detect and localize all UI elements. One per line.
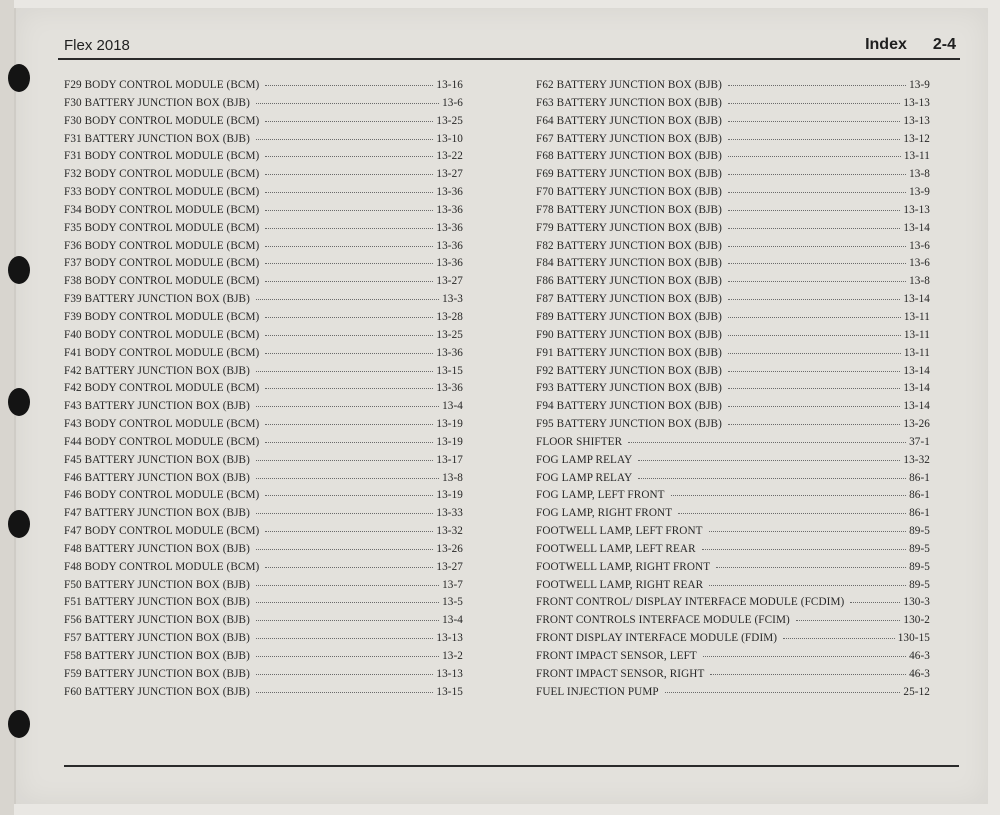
entry-page: 13-4: [442, 614, 463, 627]
dot-leader: [256, 585, 439, 586]
entry-page: 13-36: [436, 186, 463, 199]
entry-name: FRONT CONTROLS INTERFACE MODULE (FCIM): [536, 614, 790, 627]
index-entry: [64, 204, 463, 222]
entry-name: FRONT IMPACT SENSOR, RIGHT: [536, 667, 705, 680]
dot-leader: [728, 406, 900, 407]
dot-leader: [702, 549, 906, 550]
entry-page: 13-13: [436, 667, 463, 680]
dot-leader: [265, 531, 433, 532]
index-entry: [536, 472, 930, 490]
index-entry: [536, 186, 930, 204]
index-entry: [536, 650, 930, 668]
entry-name: F58 BATTERY JUNCTION BOX (BJB): [64, 650, 250, 662]
dot-leader: [256, 371, 433, 372]
entry-page: 13-8: [909, 275, 930, 288]
index-entry: [536, 347, 930, 365]
dot-leader: [265, 228, 433, 229]
entry-name: F64 BATTERY JUNCTION BOX (BJB): [536, 114, 722, 127]
entry-name: F48 BODY CONTROL MODULE (BCM): [64, 560, 260, 573]
document-title: Flex 2018: [64, 37, 130, 54]
index-entry: [536, 79, 930, 97]
entry-name: F84 BATTERY JUNCTION BOX (BJB): [536, 257, 722, 270]
dot-leader: [256, 513, 433, 514]
entry-name: FOG LAMP, LEFT FRONT: [536, 489, 665, 502]
entry-name: F37 BODY CONTROL MODULE (BCM): [64, 257, 260, 270]
entry-page: 13-4: [442, 400, 463, 413]
entry-page: 86-1: [909, 507, 930, 520]
index-entry: [536, 168, 930, 186]
dot-leader: [256, 692, 433, 693]
index-entry: [64, 257, 463, 275]
entry-name: F30 BATTERY JUNCTION BOX (BJB): [64, 96, 250, 109]
index-entry: [64, 436, 463, 454]
entry-name: F43 BODY CONTROL MODULE (BCM): [64, 418, 260, 431]
dot-leader: [256, 549, 433, 550]
entry-page: 13-3: [442, 293, 463, 306]
entry-page: 13-25: [436, 328, 463, 341]
index-entry: [536, 418, 930, 436]
entry-page: 13-14: [903, 293, 930, 306]
index-entry: [536, 579, 930, 597]
entry-name: F31 BATTERY JUNCTION BOX (BJB): [64, 132, 250, 145]
entry-page: 13-13: [436, 632, 463, 645]
entry-name: F29 BODY CONTROL MODULE (BCM): [64, 79, 260, 91]
entry-page: 13-6: [909, 239, 930, 252]
index-entry: [536, 204, 930, 222]
entry-page: 13-19: [436, 418, 463, 431]
dot-leader: [256, 656, 439, 657]
entry-name: F47 BODY CONTROL MODULE (BCM): [64, 525, 260, 538]
index-entry: [536, 257, 930, 275]
entry-name: F79 BATTERY JUNCTION BOX (BJB): [536, 221, 722, 234]
dot-leader: [628, 442, 906, 443]
dot-leader: [265, 424, 433, 425]
entry-name: F38 BODY CONTROL MODULE (BCM): [64, 275, 260, 288]
index-entry: [64, 79, 463, 97]
entry-page: 86-1: [909, 489, 930, 502]
entry-name: F36 BODY CONTROL MODULE (BCM): [64, 239, 260, 252]
entry-name: F51 BATTERY JUNCTION BOX (BJB): [64, 596, 250, 609]
entry-name: F44 BODY CONTROL MODULE (BCM): [64, 435, 260, 448]
entry-name: F82 BATTERY JUNCTION BOX (BJB): [536, 239, 722, 252]
dot-leader: [709, 531, 906, 532]
index-entry: [64, 133, 463, 151]
index-entry: [536, 668, 930, 686]
entry-name: F35 BODY CONTROL MODULE (BCM): [64, 221, 260, 234]
entry-name: F68 BATTERY JUNCTION BOX (BJB): [536, 150, 722, 163]
entry-name: F40 BODY CONTROL MODULE (BCM): [64, 328, 260, 341]
index-entry: [536, 382, 930, 400]
dot-leader: [256, 406, 439, 407]
entry-name: F57 BATTERY JUNCTION BOX (BJB): [64, 632, 250, 645]
index-entry: [536, 561, 930, 579]
dot-leader: [256, 103, 439, 104]
dot-leader: [728, 263, 906, 264]
index-entry: [64, 186, 463, 204]
entry-name: FOOTWELL LAMP, RIGHT REAR: [536, 578, 704, 591]
index-entry: [64, 489, 463, 507]
entry-name: F41 BODY CONTROL MODULE (BCM): [64, 346, 260, 359]
index-entry: [64, 543, 463, 561]
index-entry: [536, 686, 930, 704]
entry-page: 13-10: [436, 132, 463, 145]
index-entry: [64, 650, 463, 668]
entry-name: F56 BATTERY JUNCTION BOX (BJB): [64, 614, 250, 627]
entry-name: FOOTWELL LAMP, RIGHT FRONT: [536, 560, 711, 573]
entry-name: F63 BATTERY JUNCTION BOX (BJB): [536, 96, 722, 109]
index-entry: [64, 311, 463, 329]
entry-page: 13-36: [436, 221, 463, 234]
dot-leader: [728, 281, 906, 282]
entry-page: 13-13: [903, 114, 930, 127]
entry-page: 89-5: [909, 542, 930, 555]
entry-name: F31 BODY CONTROL MODULE (BCM): [64, 150, 260, 163]
entry-name: F62 BATTERY JUNCTION BOX (BJB): [536, 79, 722, 91]
dot-leader: [728, 192, 906, 193]
entry-name: F86 BATTERY JUNCTION BOX (BJB): [536, 275, 722, 288]
index-entry: [536, 489, 930, 507]
entry-page: 13-14: [903, 221, 930, 234]
index-entry: [536, 97, 930, 115]
index-entry: [536, 365, 930, 383]
dot-leader: [265, 567, 433, 568]
entry-name: F91 BATTERY JUNCTION BOX (BJB): [536, 346, 722, 359]
entry-name: F33 BODY CONTROL MODULE (BCM): [64, 186, 260, 199]
entry-name: FOOTWELL LAMP, LEFT REAR: [536, 542, 696, 555]
dot-leader: [665, 692, 901, 693]
dot-leader: [265, 85, 433, 86]
dot-leader: [709, 585, 906, 586]
entry-page: 13-32: [903, 453, 930, 466]
entry-name: F39 BODY CONTROL MODULE (BCM): [64, 310, 260, 323]
binder-hole: [8, 256, 30, 284]
index-entry: [64, 596, 463, 614]
entry-page: 13-27: [436, 560, 463, 573]
dot-leader: [256, 602, 439, 603]
entry-page: 13-2: [442, 650, 463, 662]
binder-hole: [8, 710, 30, 738]
dot-leader: [850, 602, 900, 603]
entry-page: 25-12: [903, 685, 930, 698]
entry-name: FRONT DISPLAY INTERFACE MODULE (FDIM): [536, 632, 778, 645]
index-entry: [64, 115, 463, 133]
page-number: 2-4: [932, 36, 956, 53]
entry-page: 46-3: [909, 667, 930, 680]
entry-page: 13-7: [442, 578, 463, 591]
entry-page: 13-12: [903, 132, 930, 145]
index-entry: [536, 436, 930, 454]
entry-page: 89-5: [909, 560, 930, 573]
entry-name: F70 BATTERY JUNCTION BOX (BJB): [536, 186, 722, 199]
dot-leader: [256, 478, 439, 479]
entry-name: FOOTWELL LAMP, LEFT FRONT: [536, 525, 703, 538]
entry-name: FRONT IMPACT SENSOR, LEFT: [536, 650, 697, 662]
index-entry: [536, 507, 930, 525]
entry-name: F45 BATTERY JUNCTION BOX (BJB): [64, 453, 250, 466]
entry-name: F87 BATTERY JUNCTION BOX (BJB): [536, 293, 722, 306]
entry-page: 86-1: [909, 471, 930, 484]
entry-page: 13-11: [903, 310, 930, 323]
dot-leader: [256, 460, 433, 461]
dot-leader: [256, 299, 439, 300]
index-entry: [536, 614, 930, 632]
index-entry: [536, 115, 930, 133]
dot-leader: [783, 638, 895, 639]
index-entry: [64, 579, 463, 597]
section-title: Index: [865, 36, 907, 53]
dot-leader: [716, 567, 906, 568]
entry-name: F42 BATTERY JUNCTION BOX (BJB): [64, 364, 250, 377]
index-entry: [536, 329, 930, 347]
entry-name: F90 BATTERY JUNCTION BOX (BJB): [536, 328, 722, 341]
entry-name: F42 BODY CONTROL MODULE (BCM): [64, 382, 260, 395]
index-entry: [536, 311, 930, 329]
entry-page: 13-11: [903, 346, 930, 359]
dot-leader: [265, 335, 433, 336]
index-entry: [64, 222, 463, 240]
entry-name: F47 BATTERY JUNCTION BOX (BJB): [64, 507, 250, 520]
dot-leader: [638, 460, 900, 461]
index-entry: [536, 240, 930, 258]
dot-leader: [728, 210, 900, 211]
entry-name: F50 BATTERY JUNCTION BOX (BJB): [64, 578, 250, 591]
dot-leader: [728, 424, 900, 425]
index-entry: [64, 275, 463, 293]
entry-name: F59 BATTERY JUNCTION BOX (BJB): [64, 667, 250, 680]
index-entry: [64, 400, 463, 418]
index-entry: [536, 525, 930, 543]
entry-page: 13-9: [909, 79, 930, 91]
index-entry: [64, 347, 463, 365]
entry-page: 13-26: [436, 542, 463, 555]
index-column-left: [64, 79, 463, 704]
entry-page: 13-26: [903, 418, 930, 431]
entry-name: F69 BATTERY JUNCTION BOX (BJB): [536, 168, 722, 181]
dot-leader: [265, 388, 433, 389]
index-entry: [536, 400, 930, 418]
index-entry: [64, 614, 463, 632]
entry-page: 13-11: [903, 328, 930, 341]
dot-leader: [265, 174, 433, 175]
dot-leader: [728, 85, 906, 86]
entry-page: 13-16: [436, 79, 463, 91]
index-entry: [536, 133, 930, 151]
entry-name: F39 BATTERY JUNCTION BOX (BJB): [64, 293, 250, 306]
index-entry: [64, 686, 463, 704]
dot-leader: [678, 513, 906, 514]
entry-page: 13-25: [436, 114, 463, 127]
dot-leader: [728, 246, 906, 247]
entry-page: 130-3: [903, 596, 930, 609]
dot-leader: [265, 317, 433, 318]
index-entry: [64, 365, 463, 383]
entry-name: F60 BATTERY JUNCTION BOX (BJB): [64, 685, 250, 698]
dot-leader: [728, 353, 901, 354]
entry-name: F43 BATTERY JUNCTION BOX (BJB): [64, 400, 250, 413]
dot-leader: [728, 317, 901, 318]
dot-leader: [728, 228, 900, 229]
index-entry: [64, 150, 463, 168]
entry-page: 89-5: [909, 578, 930, 591]
entry-name: FUEL INJECTION PUMP: [536, 685, 659, 698]
index-entry: [64, 561, 463, 579]
section-header: [865, 36, 956, 54]
entry-page: 13-27: [436, 168, 463, 181]
dot-leader: [728, 156, 901, 157]
entry-page: 13-36: [436, 382, 463, 395]
entry-name: F94 BATTERY JUNCTION BOX (BJB): [536, 400, 722, 413]
dot-leader: [265, 281, 433, 282]
entry-page: 13-13: [903, 96, 930, 109]
entry-name: F48 BATTERY JUNCTION BOX (BJB): [64, 542, 250, 555]
entry-page: 46-3: [909, 650, 930, 662]
entry-page: 13-27: [436, 275, 463, 288]
index-entry: [536, 454, 930, 472]
entry-name: F34 BODY CONTROL MODULE (BCM): [64, 203, 260, 216]
index-entry: [64, 454, 463, 472]
dot-leader: [265, 442, 433, 443]
entry-name: FOG LAMP RELAY: [536, 471, 633, 484]
entry-page: 130-2: [903, 614, 930, 627]
dot-leader: [671, 495, 906, 496]
entry-page: 13-15: [436, 685, 463, 698]
dot-leader: [728, 139, 900, 140]
entry-name: F32 BODY CONTROL MODULE (BCM): [64, 168, 260, 181]
dot-leader: [256, 674, 433, 675]
dot-leader: [256, 638, 433, 639]
index-entry: [536, 150, 930, 168]
entry-page: 13-5: [442, 596, 463, 609]
dot-leader: [265, 246, 433, 247]
dot-leader: [728, 335, 901, 336]
footer-rule: [64, 765, 959, 767]
index-entry: [64, 418, 463, 436]
entry-page: 37-1: [909, 435, 930, 448]
index-entry: [64, 97, 463, 115]
dot-leader: [638, 478, 906, 479]
dot-leader: [728, 103, 900, 104]
entry-name: F78 BATTERY JUNCTION BOX (BJB): [536, 203, 722, 216]
index-entry: [64, 293, 463, 311]
entry-name: FRONT CONTROL/ DISPLAY INTERFACE MODULE (FCDIM): [536, 596, 845, 609]
header-rule: [58, 58, 960, 60]
entry-page: 13-36: [436, 203, 463, 216]
dot-leader: [265, 121, 433, 122]
index-entry: [64, 240, 463, 258]
dot-leader: [265, 353, 433, 354]
index-entry: [64, 525, 463, 543]
entry-page: 13-15: [436, 364, 463, 377]
entry-page: 13-22: [436, 150, 463, 163]
index-entry: [536, 596, 930, 614]
entry-page: 13-33: [436, 507, 463, 520]
dot-leader: [256, 139, 433, 140]
index-entry: [536, 222, 930, 240]
dot-leader: [728, 121, 900, 122]
entry-page: 13-17: [436, 453, 463, 466]
index-entry: [536, 293, 930, 311]
entry-name: F95 BATTERY JUNCTION BOX (BJB): [536, 418, 722, 431]
entry-name: F30 BODY CONTROL MODULE (BCM): [64, 114, 260, 127]
dot-leader: [728, 299, 900, 300]
index-entry: [64, 382, 463, 400]
entry-name: F46 BODY CONTROL MODULE (BCM): [64, 489, 260, 502]
index-entry: [64, 632, 463, 650]
entry-page: 13-36: [436, 346, 463, 359]
entry-name: FLOOR SHIFTER: [536, 435, 623, 448]
dot-leader: [710, 674, 906, 675]
index-entry: [64, 507, 463, 525]
dot-leader: [256, 620, 439, 621]
entry-page: 13-36: [436, 257, 463, 270]
dot-leader: [265, 495, 433, 496]
index-entry: [536, 543, 930, 561]
entry-name: F67 BATTERY JUNCTION BOX (BJB): [536, 132, 722, 145]
index-entry: [64, 472, 463, 490]
entry-page: 13-36: [436, 239, 463, 252]
entry-page: 130-15: [897, 632, 930, 645]
dot-leader: [265, 210, 433, 211]
index-entry: [64, 329, 463, 347]
dot-leader: [728, 388, 900, 389]
dot-leader: [728, 371, 900, 372]
dot-leader: [265, 156, 433, 157]
dot-leader: [265, 263, 433, 264]
index-entry: [64, 168, 463, 186]
index-entry: [536, 275, 930, 293]
entry-page: 13-14: [903, 382, 930, 395]
dot-leader: [703, 656, 906, 657]
entry-name: F92 BATTERY JUNCTION BOX (BJB): [536, 364, 722, 377]
entry-page: 13-19: [436, 435, 463, 448]
entry-page: 13-8: [909, 168, 930, 181]
entry-page: 13-14: [903, 400, 930, 413]
index-column-right: [536, 79, 930, 704]
entry-page: 13-14: [903, 364, 930, 377]
entry-page: 13-28: [436, 310, 463, 323]
binder-hole: [8, 64, 30, 92]
index-entry: [64, 668, 463, 686]
entry-page: 13-8: [442, 471, 463, 484]
entry-name: F93 BATTERY JUNCTION BOX (BJB): [536, 382, 722, 395]
binder-hole: [8, 388, 30, 416]
index-entry: [536, 632, 930, 650]
entry-page: 13-6: [909, 257, 930, 270]
entry-page: 13-11: [903, 150, 930, 163]
entry-page: 89-5: [909, 525, 930, 538]
entry-page: 13-13: [903, 203, 930, 216]
entry-name: F46 BATTERY JUNCTION BOX (BJB): [64, 471, 250, 484]
entry-page: 13-32: [436, 525, 463, 538]
entry-name: FOG LAMP RELAY: [536, 453, 633, 466]
entry-page: 13-6: [442, 96, 463, 109]
entry-page: 13-9: [909, 186, 930, 199]
binder-hole: [8, 510, 30, 538]
dot-leader: [796, 620, 901, 621]
entry-name: F89 BATTERY JUNCTION BOX (BJB): [536, 310, 722, 323]
dot-leader: [265, 192, 433, 193]
entry-name: FOG LAMP, RIGHT FRONT: [536, 507, 673, 520]
entry-page: 13-19: [436, 489, 463, 502]
dot-leader: [728, 174, 906, 175]
